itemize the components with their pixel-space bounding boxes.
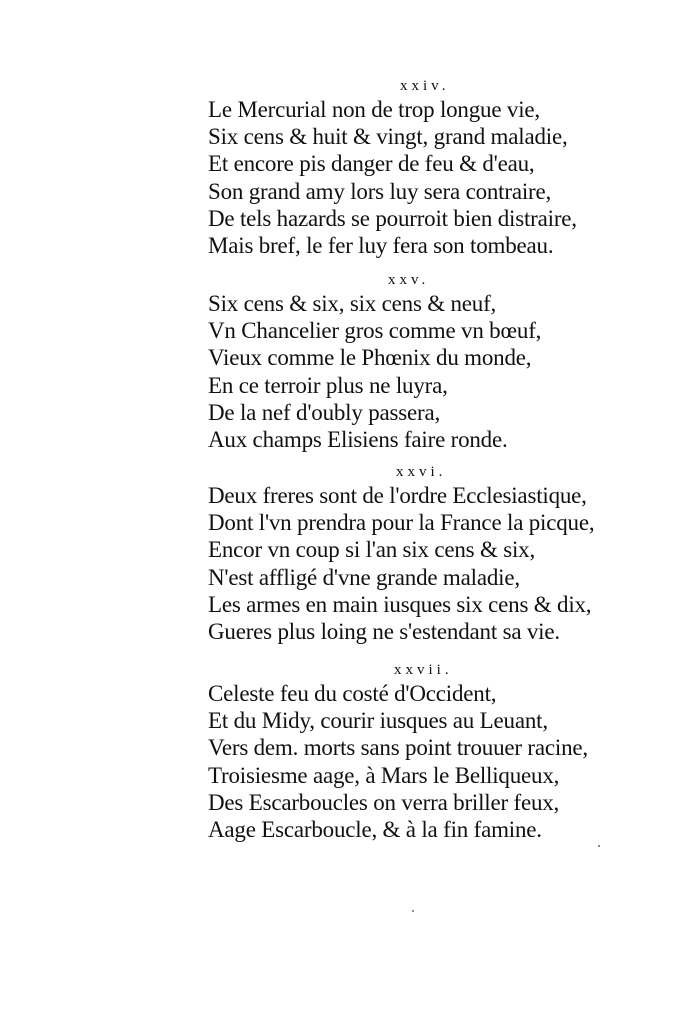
verse-line: En ce terroir plus ne luyra,	[208, 372, 448, 398]
quatrain-25	[208, 270, 668, 453]
verse-line: N'est affligé d'vne grande maladie,	[208, 564, 520, 590]
verse-line: De tels hazards se pourroit bien distraire,	[208, 205, 577, 231]
verse-line: Celeste feu du costé d'Occident,	[208, 681, 497, 706]
quatrain-number: xxiv.	[400, 78, 450, 94]
verse-line: Deux freres sont de l'ordre Ecclesiastique,	[208, 483, 587, 508]
paper-speck	[598, 845, 600, 847]
quatrain-number: xxvii.	[394, 662, 453, 678]
verse-line: Encor vn coup si l'an six cens & six,	[208, 537, 535, 563]
verse-line: Six cens & six, six cens & neuf,	[208, 291, 497, 316]
quatrain-27	[208, 660, 668, 843]
quatrain-number: xxv.	[388, 272, 430, 288]
verse-line: Dont l'vn prendra pour la France la picque,	[208, 510, 595, 536]
verse-line: Son grand amy lors luy sera contraire,	[208, 178, 552, 204]
paper-speck	[412, 910, 414, 912]
verse-line: Vers dem. morts sans point trouuer racine,	[208, 735, 588, 761]
verse-line: Aage Escarboucle, & à la fin famine.	[208, 816, 542, 842]
verse-line: Les armes en main iusques six cens & dix,	[208, 591, 592, 617]
verse-line: Le Mercurial non de trop longue vie,	[208, 97, 540, 122]
verse-line: Aux champs Elisiens faire ronde.	[208, 426, 508, 452]
quatrain-26	[208, 462, 668, 645]
verse-line: Vieux comme le Phœnix du monde,	[208, 345, 532, 371]
verse-line: Six cens & huit & vingt, grand maladie,	[208, 124, 568, 150]
verse-line: De la nef d'oubly passera,	[208, 399, 441, 425]
verse-line: Troisiesme aage, à Mars le Belliqueux,	[208, 762, 560, 788]
quatrain-24	[208, 76, 668, 259]
verse-line: Et du Midy, courir iusques au Leuant,	[208, 708, 548, 734]
verse-line: Gueres plus loing ne s'estendant sa vie.	[208, 618, 560, 644]
verse-line: Vn Chancelier gros comme vn bœuf,	[208, 318, 542, 344]
verse-line: Mais bref, le fer luy fera son tombeau.	[208, 232, 554, 258]
verse-line: Des Escarboucles on verra briller feux,	[208, 789, 560, 815]
verse-line: Et encore pis danger de feu & d'eau,	[208, 151, 535, 177]
quatrain-number: xxvi.	[396, 464, 447, 480]
